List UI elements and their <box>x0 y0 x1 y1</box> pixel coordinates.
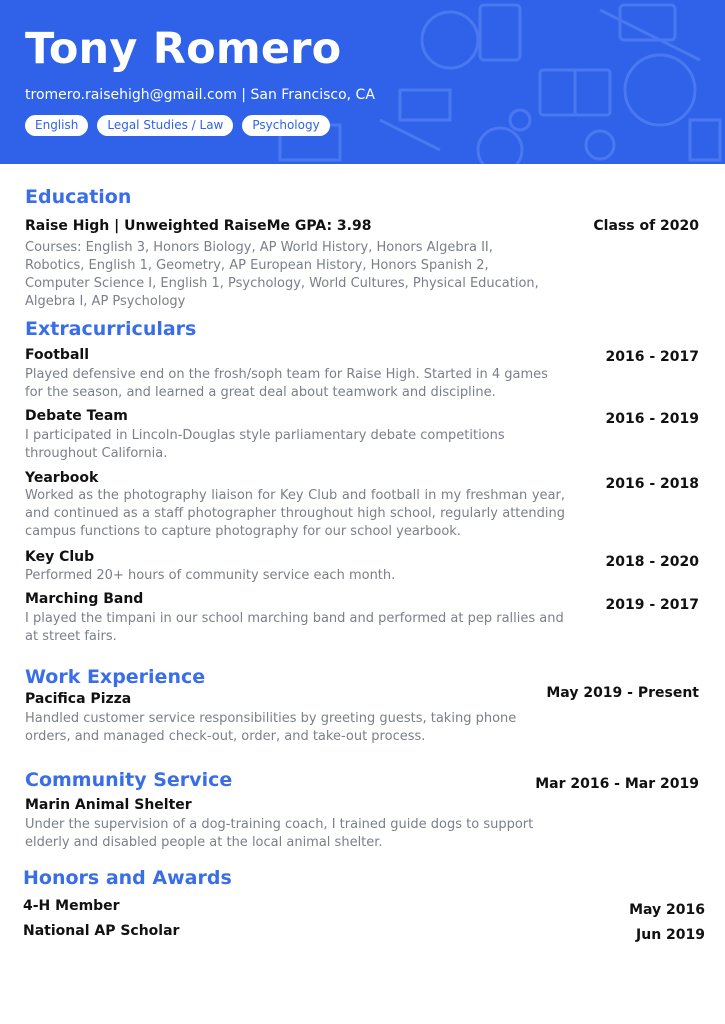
work-heading: Work Experience <box>25 666 206 688</box>
tag-english: English <box>25 115 88 136</box>
honors-heading: Honors and Awards <box>23 867 232 889</box>
candidate-name: Tony Romero <box>25 24 342 74</box>
honor-4h-title: 4-H Member <box>23 898 120 914</box>
tag-psychology: Psychology <box>242 115 329 136</box>
education-courses: Courses: English 3, Honors Biology, AP World History, Honors Algebra II, Robotics, English 1, Geometry, AP European History, Honors Spanish 2, Computer Science I, English 1, Psychology, World Cultures, Physical Education, Algebra I, AP Psychology <box>25 240 539 309</box>
activity-debate-title: Debate Team <box>25 408 128 424</box>
honor-ap-title: National AP Scholar <box>23 923 180 939</box>
work-desc: Handled customer service responsibilities by greeting guests, taking phone orders, and managed check-out, order, and take-out process. <box>25 711 517 744</box>
interest-tags <box>25 115 330 136</box>
activity-keyclub-title: Key Club <box>25 549 95 565</box>
activity-yearbook-date: 2016 - 2018 <box>605 476 699 492</box>
activity-yearbook-title: Yearbook <box>25 470 99 486</box>
education-date: Class of 2020 <box>593 218 699 234</box>
activity-debate-date: 2016 - 2019 <box>605 411 699 427</box>
activity-football-date: 2016 - 2017 <box>605 349 699 365</box>
activity-yearbook-desc: Worked as the photography liaison for Key Club and football in my freshman year, and continued as a staff photographer throughout high school, regularly attending campus functions to capture photography for our school yearbook. <box>25 488 565 539</box>
honor-ap-date: Jun 2019 <box>636 927 705 943</box>
community-desc: Under the supervision of a dog-training coach, I trained guide dogs to support elderly and disabled people at the local animal shelter. <box>25 817 534 850</box>
contact-info: tromero.raisehigh@gmail.com | San Francisco, CA <box>25 87 375 103</box>
work-date: May 2019 - Present <box>546 685 699 701</box>
tag-legal-studies: Legal Studies / Law <box>97 115 233 136</box>
education-heading: Education <box>25 186 132 208</box>
community-heading: Community Service <box>25 769 233 791</box>
activity-band-desc: I played the timpani in our school marching band and performed at pep rallies and at street fairs. <box>25 611 564 644</box>
resume-header <box>0 0 725 164</box>
education-school: Raise High | Unweighted RaiseMe GPA: 3.98 <box>25 218 372 234</box>
honor-4h-date: May 2016 <box>629 902 705 918</box>
community-organization: Marin Animal Shelter <box>25 797 192 813</box>
community-date: Mar 2016 - Mar 2019 <box>535 776 699 792</box>
activity-band-title: Marching Band <box>25 591 144 607</box>
activity-keyclub-desc: Performed 20+ hours of community service each month. <box>25 568 396 583</box>
activity-football-title: Football <box>25 347 89 363</box>
activity-keyclub-date: 2018 - 2020 <box>605 554 699 570</box>
activity-debate-desc: I participated in Lincoln-Douglas style parliamentary debate competitions throughout California. <box>25 428 505 461</box>
extracurriculars-heading: Extracurriculars <box>25 318 197 340</box>
activity-band-date: 2019 - 2017 <box>605 597 699 613</box>
work-employer: Pacifica Pizza <box>25 691 132 707</box>
activity-football-desc: Played defensive end on the frosh/soph team for Raise High. Started in 4 games for the season, and learned a great deal about teamwork and discipline. <box>25 367 548 400</box>
